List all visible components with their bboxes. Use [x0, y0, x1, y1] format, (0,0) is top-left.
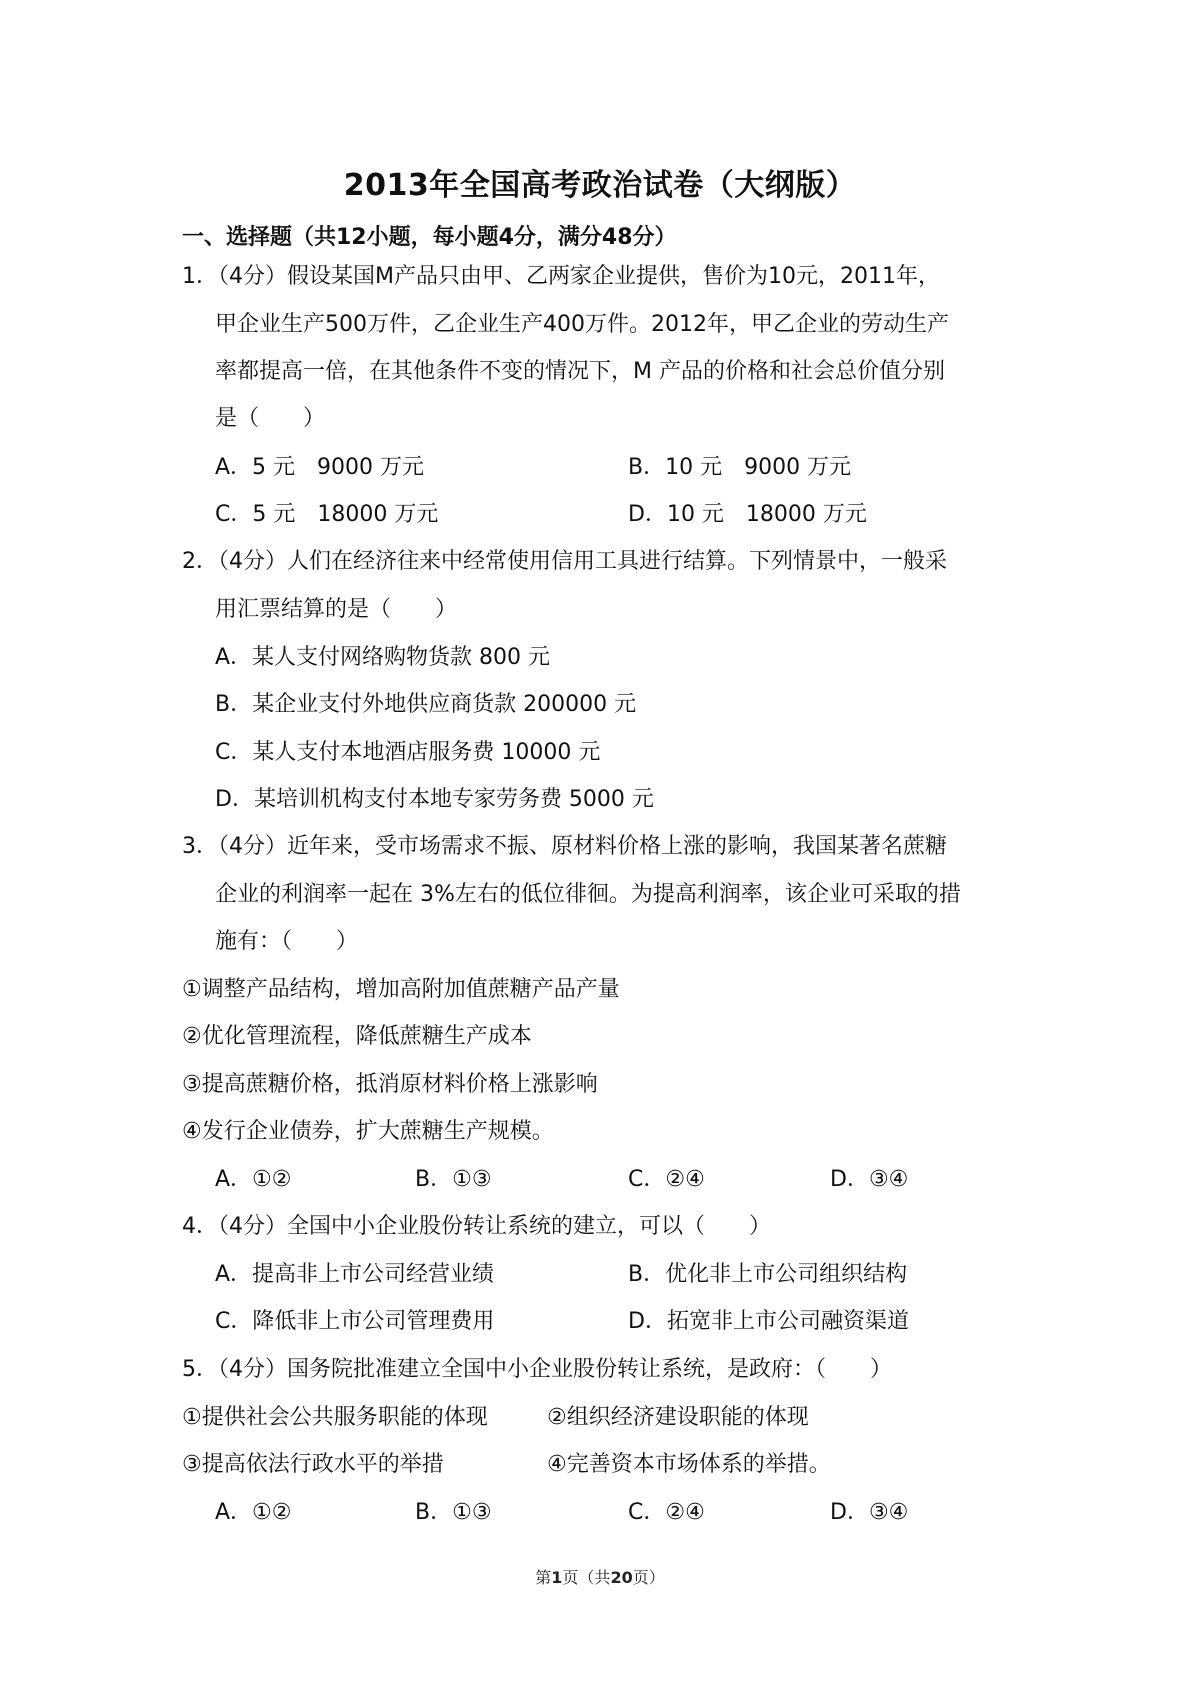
page-title: 2013年全国高考政治试卷（大纲版）	[343, 168, 857, 203]
q1-line-3: 率都提高一倍，在其他条件不变的情况下，M 产品的价格和社会总价值分别	[215, 359, 945, 384]
q5-option-a: A．①②	[215, 1500, 292, 1525]
q4-option-a: A．提高非上市公司经营业绩	[215, 1262, 495, 1287]
q3-option-c: C．②④	[628, 1167, 705, 1192]
footer-suffix: 页）	[632, 1568, 665, 1587]
q3-option-a: A．①②	[215, 1167, 292, 1192]
footer-middle: 页（共	[562, 1568, 611, 1587]
page-footer	[0, 1565, 1200, 1588]
q4-option-c: C．降低非上市公司管理费用	[215, 1309, 495, 1334]
q2-option-a: A．某人支付网络购物货款 800 元	[215, 645, 551, 670]
q5-item-2: ②组织经济建设职能的体现	[547, 1405, 809, 1430]
q3-item-4: ④发行企业债券，扩大蔗糖生产规模。	[182, 1119, 554, 1144]
footer-total-pages: 20	[610, 1568, 633, 1587]
q1-line-4: 是（ ）	[215, 406, 326, 431]
q1-option-d: D．10 元 18000 万元	[628, 502, 867, 527]
q3-line-1: 3．（4分）近年来，受市场需求不振、原材料价格上涨的影响，我国某著名蔗糖	[182, 834, 947, 859]
q2-option-c: C．某人支付本地酒店服务费 10000 元	[215, 740, 601, 765]
q4-option-d: D．拓宽非上市公司融资渠道	[628, 1309, 909, 1334]
q3-option-d: D．③④	[830, 1167, 909, 1192]
footer-page-number: 1	[551, 1568, 563, 1587]
q1-option-a: A．5 元 9000 万元	[215, 455, 425, 480]
q5-option-b: B．①③	[415, 1500, 492, 1525]
q5-item-4: ④完善资本市场体系的举措。	[547, 1452, 831, 1477]
q5-line-1: 5．（4分）国务院批准建立全国中小企业股份转让系统，是政府：（ ）	[182, 1357, 892, 1382]
q3-line-2: 企业的利润率一起在 3%左右的低位徘徊。为提高利润率，该企业可采取的措	[215, 882, 961, 907]
section-heading: 一、选择题（共12小题，每小题4分，满分48分）	[182, 225, 677, 250]
q5-option-d: D．③④	[830, 1500, 909, 1525]
q1-option-c: C．5 元 18000 万元	[215, 502, 439, 527]
q3-line-3: 施有：（ ）	[215, 929, 359, 954]
q1-line-1: 1．（4分）假设某国M产品只由甲、乙两家企业提供，售价为10元，2011年，	[182, 264, 940, 289]
q2-option-d: D．某培训机构支付本地专家劳务费 5000 元	[215, 787, 654, 812]
q2-option-b: B．某企业支付外地供应商货款 200000 元	[215, 692, 637, 717]
q3-item-1: ①调整产品结构，增加高附加值蔗糖产品产量	[182, 977, 620, 1002]
q3-item-3: ③提高蔗糖价格，抵消原材料价格上涨影响	[182, 1072, 598, 1097]
q2-line-1: 2．（4分）人们在经济往来中经常使用信用工具进行结算。下列情景中，一般采	[182, 549, 947, 574]
q4-option-b: B．优化非上市公司组织结构	[628, 1262, 908, 1287]
q1-line-2: 甲企业生产500万件，乙企业生产400万件。2012年，甲乙企业的劳动生产	[215, 312, 949, 337]
q5-item-1: ①提供社会公共服务职能的体现	[182, 1405, 488, 1430]
q3-item-2: ②优化管理流程，降低蔗糖生产成本	[182, 1024, 532, 1049]
q4-line-1: 4．（4分）全国中小企业股份转让系统的建立，可以（ ）	[182, 1214, 771, 1239]
footer-prefix: 第	[535, 1568, 552, 1587]
q3-option-b: B．①③	[415, 1167, 492, 1192]
q5-option-c: C．②④	[628, 1500, 705, 1525]
q2-line-2: 用汇票结算的是（ ）	[215, 597, 458, 622]
q1-option-b: B．10 元 9000 万元	[628, 455, 852, 480]
q5-item-3: ③提高依法行政水平的举措	[182, 1452, 444, 1477]
